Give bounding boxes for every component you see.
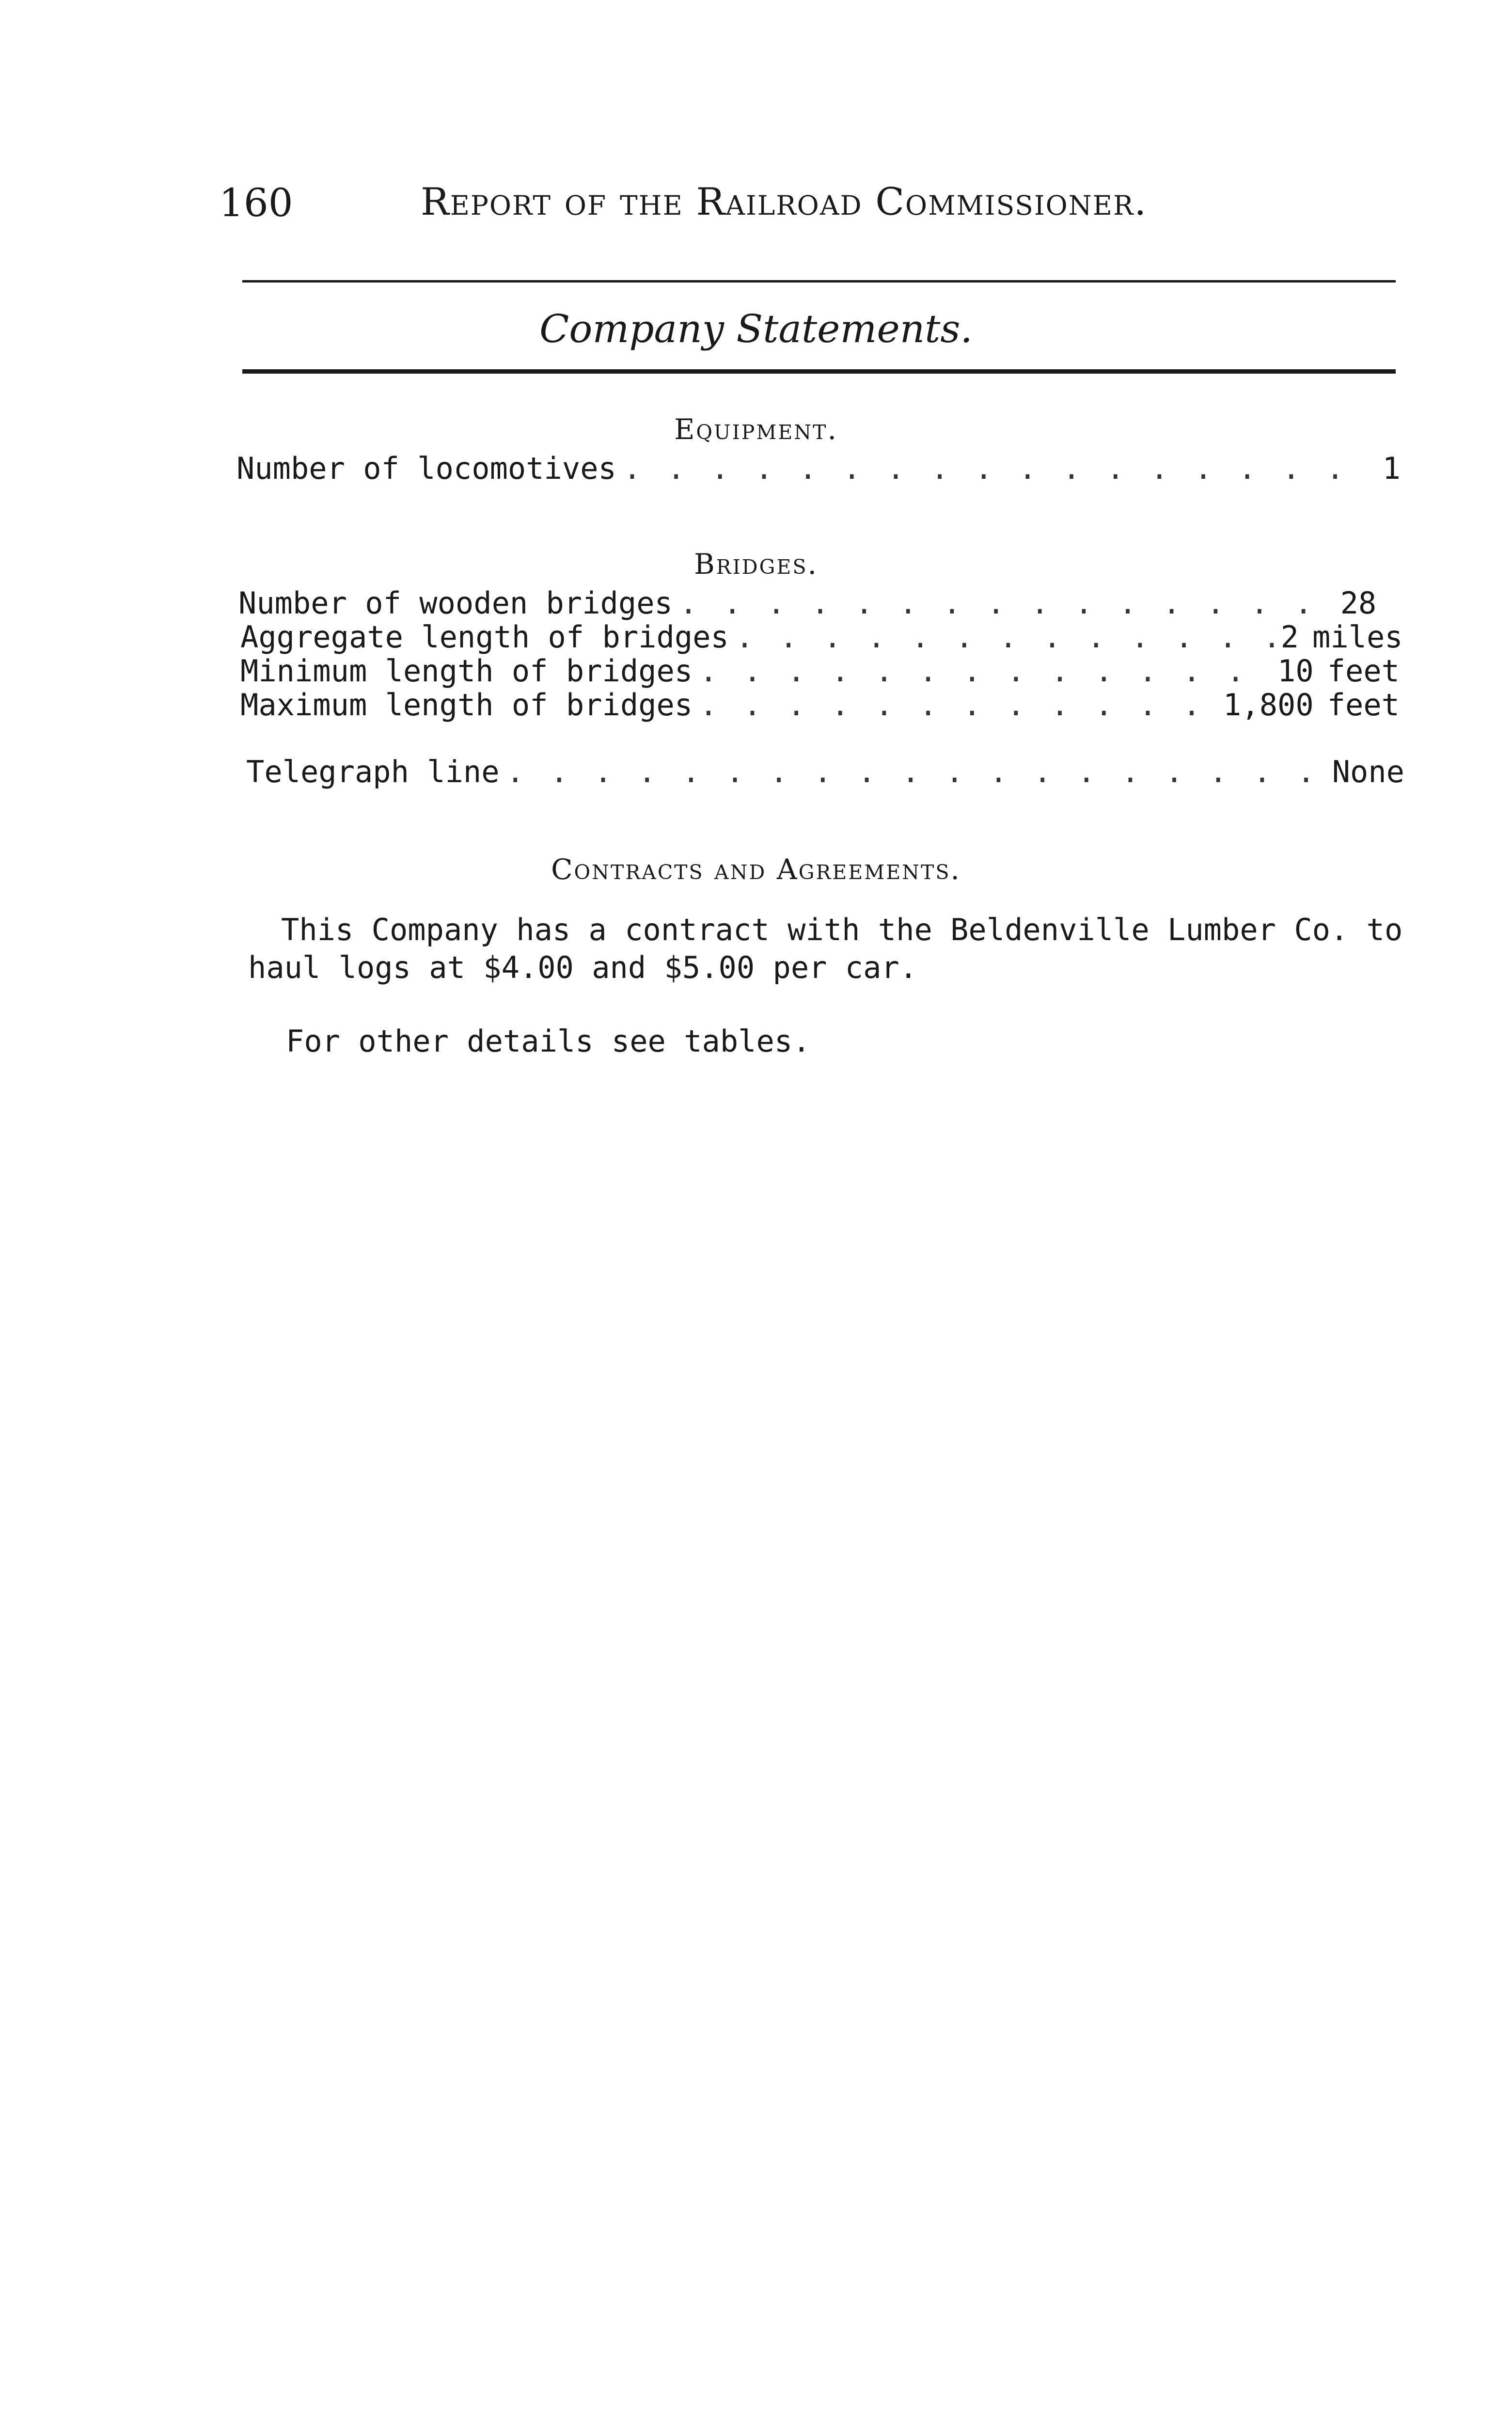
telegraph-row xyxy=(246,754,1404,789)
row-value: None xyxy=(1332,754,1404,789)
leader-dots xyxy=(699,653,1271,689)
top-rule xyxy=(242,280,1396,283)
row-value: 10 xyxy=(1277,653,1314,689)
equipment-row-locomotives xyxy=(236,451,1401,486)
row-label: Number of wooden bridges xyxy=(238,585,673,621)
section-title: Company Statements. xyxy=(539,306,973,351)
bridges-heading: Bridges. xyxy=(694,548,818,581)
leader-dots xyxy=(679,585,1334,621)
leader-dots xyxy=(699,687,1216,723)
row-label: Aggregate length of bridges xyxy=(240,619,729,655)
bridges-row-maximum xyxy=(240,687,1400,723)
row-unit: feet xyxy=(1327,653,1400,689)
row-label: Telegraph line xyxy=(246,754,500,789)
row-label: Number of locomotives xyxy=(236,451,616,486)
page-number: 160 xyxy=(219,180,293,225)
row-value: 1 xyxy=(1382,451,1401,486)
contracts-heading: Contracts and Agreements. xyxy=(551,853,961,886)
bridges-row-minimum xyxy=(240,653,1400,689)
details-note: For other details see tables. xyxy=(286,1023,811,1059)
leader-dots xyxy=(623,451,1376,486)
contracts-paragraph-line-2: haul logs at $4.00 and $5.00 per car. xyxy=(248,950,918,985)
leader-dots xyxy=(736,619,1274,655)
row-unit: feet xyxy=(1327,687,1400,723)
row-label: Minimum length of bridges xyxy=(240,653,693,689)
bottom-rule xyxy=(242,369,1396,374)
row-label: Maximum length of bridges xyxy=(240,687,693,723)
contracts-paragraph-line-1: This Company has a contract with the Beldenville Lumber Co. to xyxy=(281,912,1403,947)
running-title: Report of the Railroad Commissioner. xyxy=(421,180,1148,224)
bridges-row-aggregate xyxy=(240,619,1403,655)
row-value: 28 xyxy=(1340,585,1377,621)
row-value: 2 xyxy=(1280,619,1299,655)
row-value: 1,800 xyxy=(1223,687,1314,723)
row-unit: miles xyxy=(1312,619,1403,655)
bridges-row-wooden xyxy=(238,585,1400,621)
leader-dots xyxy=(506,754,1325,789)
equipment-heading: Equipment. xyxy=(674,413,838,446)
